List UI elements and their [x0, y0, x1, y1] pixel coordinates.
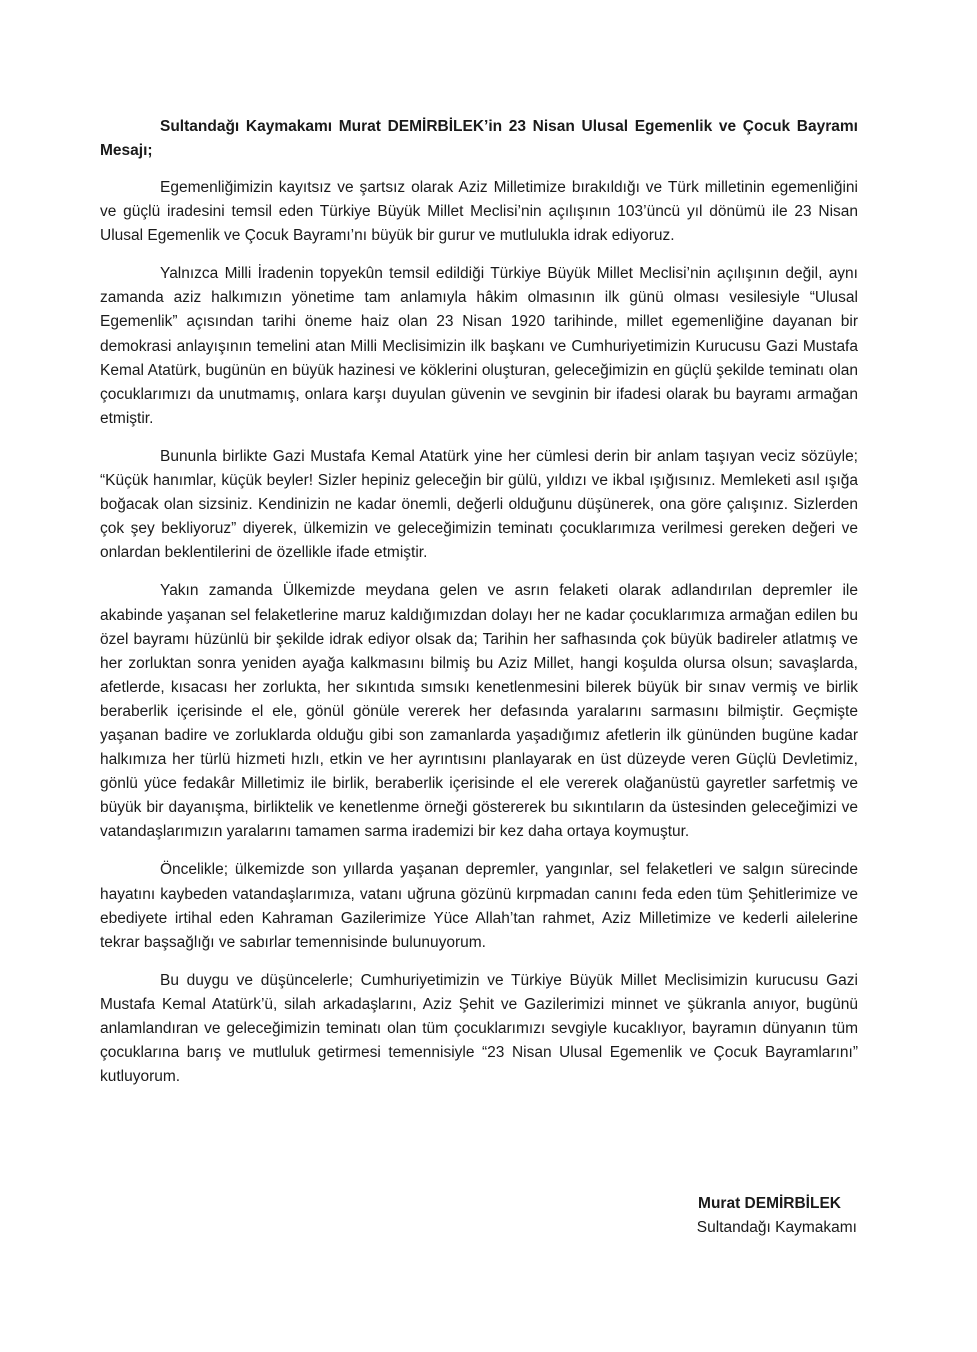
paragraph: Öncelikle; ülkemizde son yıllarda yaşanan depremler, yangınlar, sel felaketleri ve salgın sürecinde hayatını kaybeden vatandaşlarımıza, vatanı uğruna gözünü kırpmadan canını feda eden tüm Şehitlerimize ve ebediyete irtihal eden Kahraman Gazilerimize Yüce Allah’tan rahmet, Aziz Milletimize ve kederli ailelerine tekrar başsağlığı ve sabırlar temennisinde bulunuyorum.	[100, 861, 858, 951]
paragraph: Yalnızca Milli İradenin topyekûn temsil edildiği Türkiye Büyük Millet Meclisi’nin açılışının değil, aynı zamanda aziz halkımızın yönetime tam anlamıyla hâkim olmasının ilk günü olması vesilesiyle “Ulusal Egemenlik” açısından tarihi öneme haiz olan 23 Nisan 1920 tarihinde, millet egemenliğine dayanan bir demokrasi anlayışının temelini atan Milli Meclisimizin ilk başkanı ve Cumhuriyetimizin Kurucusu Gazi Mustafa Kemal Atatürk, bugünün en büyük hazinesi ve köklerini oluşturan, geleceğimizin en güçlü şekilde teminatı olan çocuklarımızı da unutmamış, onlara karşı duyulan güvenin ve sevginin bir ifadesi olarak bu bayramı armağan etmiştir.	[100, 265, 858, 427]
paragraph: Bununla birlikte Gazi Mustafa Kemal Atatürk yine her cümlesi derin bir anlam taşıyan veciz sözüyle; “Küçük hanımlar, küçük beyler! Sizler hepiniz geleceğin bir gülü, yıldızı ve ikbal ışığısınız. Memleketi asıl ışığa boğacak olan sizsiniz. Kendinizin ne kadar önemli, değerli olduğunu düşünerek, ona göre çalışınız. Sizlerden çok şey bekliyoruz” diyerek, ülkemizin ve geleceğimizin teminatı çocuklarımıza verilmesi gereken değeri ve onlardan beklentilerini de özellikle ifade etmiştir.	[100, 447, 858, 562]
document-body	[100, 115, 858, 1103]
document-title: Sultandağı Kaymakamı Murat DEMİRBİLEK’in 23 Nisan Ulusal Egemenlik ve Çocuk Bayramı Mesajı;	[100, 118, 858, 159]
signature-block	[697, 1192, 857, 1240]
signature-title: Sultandağı Kaymakamı	[696, 1219, 857, 1236]
paragraph: Yakın zamanda Ülkemizde meydana gelen ve asrın felaketi olarak adlandırılan depremler ile akabinde yaşanan sel felaketlerine maruz kaldığımızdan dolayı her ne kadar çocuklarımıza armağan edilen bu özel bayramı hüzünlü bir şekilde idrak ediyor olsak da; Tarihin her safhasında çok büyük badireler atlatmış ve her zorluktan sonra yeniden ayağa kalkmasını bilmiş bu Aziz Millet, hangi koşulda olursa olsun; savaşlarda, afetlerde, kısacası her zorlukta, her sıkıntıda sımsıkı kenetlenmesini bilerek büyük bir sınav vermiş ve birlik beraberlik içerisinde el ele, gönül gönüle vererek her defasında yaralarını sarmasını bilmiştir. Geçmişte yaşanan badire ve zorluklarda olduğu gibi son zamanlarda yaşadığımız afetlerin ilk gününden bugüne kadar halkımıza her türlü hizmeti hızlı, etkin ve her ayrıntısını planlayarak en üst düzeyde veren Güçlü Devletimiz, gönlü yüce fedakâr Milletimiz ile birlik, beraberlik içerisinde el ele vererek olağanüstü gayretler sarfetmiş ve büyük bir dayanışma, birliktelik ve kenetlenme örneği göstererek bu sıkıntıların da üstesinden geleceğimizi ve vatandaşlarımızın yaralarını tamamen sarma irademizi bir kez daha ortaya koymuştur.	[100, 582, 858, 841]
paragraph: Bu duygu ve düşüncelerle; Cumhuriyetimizin ve Türkiye Büyük Millet Meclisimizin kurucusu Gazi Mustafa Kemal Atatürk’ü, silah arkadaşlarını, Aziz Şehit ve Gazilerimizi minnet ve şükranla anıyor, bugünü anlamlandıran ve geleceğimizin teminatı olan tüm çocuklarımızı sevgiyle kucaklıyor, bayramın dünyanın tüm çocuklarına barış ve mutluluk getirmesi temennisiyle “23 Nisan Ulusal Egemenlik ve Çocuk Bayramlarını” kutluyorum.	[100, 971, 858, 1086]
signature-name: Murat DEMİRBİLEK	[698, 1195, 841, 1212]
paragraph: Egemenliğimizin kayıtsız ve şartsız olarak Aziz Milletimize bırakıldığı ve Türk milletinin egemenliğini ve güçlü iradesini temsil eden Türkiye Büyük Millet Meclisi’nin açılışının 103’üncü yıl dönümü ile 23 Nisan Ulusal Egemenlik ve Çocuk Bayramı’nı büyük bir gurur ve mutlulukla idrak ediyoruz.	[100, 179, 858, 245]
